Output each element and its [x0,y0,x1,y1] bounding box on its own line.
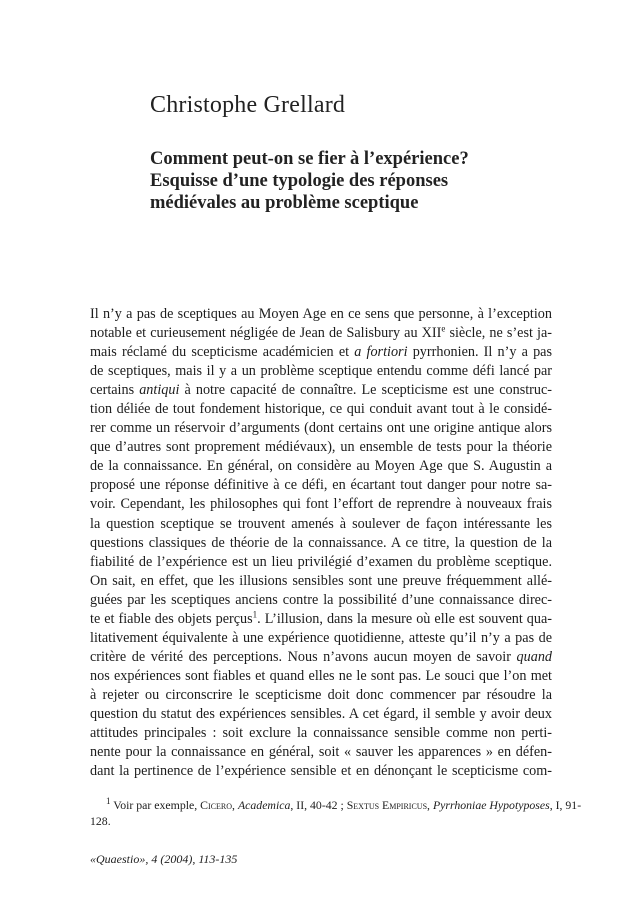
text-line [90,553,552,572]
text-run: tion déliée de tout fondement historique, ce qui conduit avant tout à le considé- [90,401,552,418]
text-run: fiabilité de l’expérience est un lieu privilégié d’examen du problème sceptique. [90,553,552,570]
text-line [90,362,552,381]
text-line [90,743,552,762]
article-title [150,148,570,214]
text-run: dant la pertinence de l’expérience sensible et en dénonçant le scepticisme com- [90,763,552,780]
text-run: nente pour la connaissance en général, soit « sauver les apparences » en défen- [90,744,552,761]
italic-run: quand [516,648,552,665]
text-run: rer comme un réservoir d’arguments (dont certains ont une origine antique alors [90,420,552,437]
text-line [90,610,552,629]
text-run: Voir par exemple, [110,798,201,812]
text-run: guées par les sceptiques anciens contre la possibilité d’une connaissance direc- [90,591,552,608]
text-run: Il n’y a pas de sceptiques au Moyen Age en ce sens que personne, à l’exception [90,306,552,322]
italic-run: a fortiori [354,344,408,361]
body-paragraph [90,305,552,781]
work-title: Academica [237,798,291,812]
text-run: On sait, en effet, que les illusions sensibles sont une preuve fréquemment allé- [90,572,552,589]
title-line: Comment peut-on se fier à l’expérience? [150,149,469,169]
text-run: nos expériences sont fiables et quand elles ne le sont pas. Le souci que l’on met [90,667,552,684]
footnote-ref: 1 [252,609,258,620]
text-line [90,515,552,534]
text-run: proposé une réponse définitive à ce défi, en écartant tout danger pour notre sa- [90,477,552,494]
text-line [90,324,552,343]
text-run: certains [90,382,140,399]
title-line: Esquisse d’une typologie des réponses [150,171,449,191]
text-run: que d’autres sont proprement médiévaux), un ensemble de tests pour la théorie [90,439,552,456]
text-run: pyrrhonien. Il n’y a pas [407,344,553,361]
text-run: de sceptiques, mais il y a un problème sceptique entendu comme défi lancé par [90,363,552,380]
text-run: . L’illusion, dans la mesure où elle est souvent qua- [257,610,553,627]
text-line [90,343,552,362]
text-line [90,400,552,419]
text-line [90,419,552,438]
superscript: e [441,323,446,334]
text-line [90,438,552,457]
text-run: litativement équivalente à une expérience quotidienne, atteste qu’il n’y a pas de [90,629,552,646]
text-line [90,724,552,743]
text-run: , [232,798,238,812]
text-run: voir. Cependant, les philosophes qui font l’effort de reprendre à nouveaux frais [90,496,552,513]
footnote-line [90,796,582,813]
text-line [90,457,552,476]
text-run: , [427,798,433,812]
footnote-line: 128. [90,814,111,828]
footnote [90,796,582,829]
text-run: critère de vérité des perceptions. Nous n’avons aucun moyen de savoir [90,648,517,665]
text-run: mais réclamé du scepticisme académicien et [90,344,355,361]
text-run: , I, 91- [549,798,582,812]
text-line [90,476,552,495]
text-run: à notre capacité de connaître. Le scepticisme est une construc- [179,382,552,399]
author-sextus: Sextus Empiricus [346,798,428,812]
text-line [90,534,552,553]
italic-run: antiqui [139,382,180,399]
text-line [90,686,552,705]
text-run: siècle, ne s’est ja- [445,325,552,342]
text-line [90,629,552,648]
text-line [90,572,552,591]
text-line [90,305,552,324]
text-line [90,667,552,686]
text-run: notable et curieusement négligée de Jean de Salisbury au XII [90,325,442,342]
title-line: médiévales au problème sceptique [150,193,419,213]
text-run: te et fiable des objets perçus [90,610,253,627]
text-run: question du statut des expériences sensibles. A cet égard, il semble y avoir deux [90,705,552,722]
author-cicero: Cicero [200,798,233,812]
text-run: questions classiques de théorie de la connaissance. A ce titre, la question de la [90,534,552,551]
text-line [90,495,552,514]
text-run: à rejeter ou circonscrire le scepticisme doit donc commencer par résoudre la [90,686,552,703]
text-line [90,762,552,781]
text-run: attitudes principales : soit exclure la connaissance sensible comme non perti- [90,725,552,742]
author-name: Christophe Grellard [150,92,346,118]
text-line [90,591,552,610]
text-run: la question sceptique se trouvent amenés à soulever de façon intéressante les [90,515,552,532]
text-line [90,381,552,400]
footnote-marker: 1 [106,796,111,807]
text-line [90,705,552,724]
text-run: , II, 40-42 ; [290,798,347,812]
text-line [90,648,552,667]
work-title: Pyrrhoniae Hypotyposes [432,798,550,812]
journal-reference: «Quaestio», 4 (2004), 113-135 [90,852,238,866]
text-run: de la connaissance. En général, on considère au Moyen Age que S. Augustin a [90,458,552,475]
